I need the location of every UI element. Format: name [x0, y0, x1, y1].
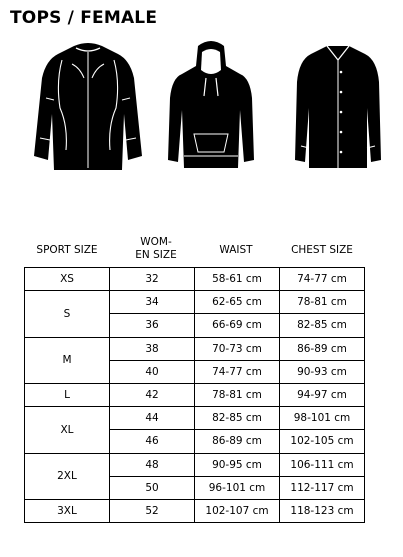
hoodie-icon [166, 38, 256, 172]
waist-cell: 62-65 cm [195, 291, 280, 314]
women-size-cell: 34 [110, 291, 195, 314]
chest-size-cell: 106-111 cm [280, 453, 365, 476]
sport-size-cell: 3XL [25, 499, 110, 522]
women-size-cell: 32 [110, 268, 195, 291]
chest-size-cell: 102-105 cm [280, 430, 365, 453]
sport-size-cell: 2XL [25, 453, 110, 499]
waist-cell: 78-81 cm [195, 383, 280, 406]
table-row [25, 383, 365, 406]
header-chest-size: CHEST SIZE [291, 244, 353, 256]
jacket-icon [32, 38, 144, 174]
size-table-body [25, 268, 365, 523]
chest-size-cell: 78-81 cm [280, 291, 365, 314]
sport-size-cell: XL [25, 407, 110, 453]
header-women-size [124, 236, 188, 262]
waist-cell: 70-73 cm [195, 337, 280, 360]
chest-size-cell: 118-123 cm [280, 499, 365, 522]
table-row [25, 268, 365, 291]
chest-size-cell: 82-85 cm [280, 314, 365, 337]
sport-size-cell: L [25, 383, 110, 406]
waist-cell: 90-95 cm [195, 453, 280, 476]
women-size-cell: 46 [110, 430, 195, 453]
women-size-cell: 42 [110, 383, 195, 406]
shirt-icon [293, 38, 383, 172]
waist-cell: 86-89 cm [195, 430, 280, 453]
header-women-size-line1: WOM- [140, 236, 172, 248]
chest-size-cell: 90-93 cm [280, 360, 365, 383]
chest-size-cell: 112-117 cm [280, 476, 365, 499]
women-size-cell: 48 [110, 453, 195, 476]
size-table [24, 267, 365, 523]
women-size-cell: 38 [110, 337, 195, 360]
waist-cell: 82-85 cm [195, 407, 280, 430]
waist-cell: 58-61 cm [195, 268, 280, 291]
chest-size-cell: 86-89 cm [280, 337, 365, 360]
women-size-cell: 36 [110, 314, 195, 337]
sport-size-cell: M [25, 337, 110, 383]
table-row [25, 337, 365, 360]
sport-size-cell: S [25, 291, 110, 337]
header-sport-size: SPORT SIZE [36, 244, 98, 256]
waist-cell: 96-101 cm [195, 476, 280, 499]
women-size-cell: 40 [110, 360, 195, 383]
waist-cell: 74-77 cm [195, 360, 280, 383]
women-size-cell: 50 [110, 476, 195, 499]
chest-size-cell: 94-97 cm [280, 383, 365, 406]
table-row [25, 453, 365, 476]
waist-cell: 102-107 cm [195, 499, 280, 522]
table-row [25, 407, 365, 430]
women-size-cell: 44 [110, 407, 195, 430]
table-row [25, 499, 365, 522]
table-row [25, 291, 365, 314]
waist-cell: 66-69 cm [195, 314, 280, 337]
women-size-cell: 52 [110, 499, 195, 522]
chest-size-cell: 98-101 cm [280, 407, 365, 430]
page-title: TOPS / FEMALE [10, 8, 158, 28]
chest-size-cell: 74-77 cm [280, 268, 365, 291]
header-waist: WAIST [219, 244, 253, 256]
sport-size-cell: XS [25, 268, 110, 291]
header-women-size-line2: EN SIZE [135, 249, 177, 261]
